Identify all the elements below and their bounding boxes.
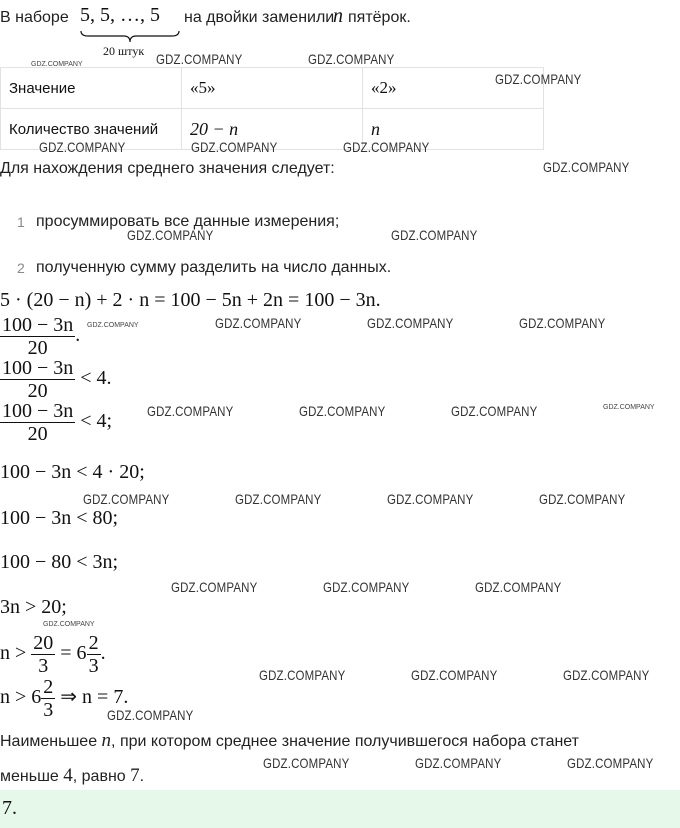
answer-value: 7. — [2, 797, 17, 819]
conclusion-text: . — [139, 768, 145, 785]
intro-before: В наборе — [0, 9, 69, 26]
step-text: полученную сумму разделить на число данных. — [36, 259, 392, 276]
watermark: GDZ.COMPANY — [519, 315, 606, 331]
watermark: GDZ.COMPANY — [451, 403, 538, 419]
intro-text — [0, 9, 69, 27]
fraction-denominator: 3 — [38, 655, 49, 677]
fraction-line — [0, 400, 112, 445]
math-tail: < 4; — [80, 410, 113, 433]
conclusion-text: меньше — [0, 768, 59, 785]
math-line — [0, 632, 106, 677]
conclusion-value: 7 — [130, 765, 140, 786]
conclusion-text: Наименьшее — [0, 733, 98, 750]
watermark: GDZ.COMPANY — [543, 159, 630, 175]
fraction-denominator: 20 — [27, 337, 48, 359]
math-line: 100 − 80 < 3n; — [0, 551, 119, 573]
watermark: GDZ.COMPANY — [87, 322, 139, 329]
watermark: GDZ.COMPANY — [156, 51, 243, 67]
intro-tail: пятёрок. — [348, 9, 411, 26]
fraction-denominator: 3 — [43, 699, 54, 721]
fraction-numerator: 100 − 3n — [2, 400, 74, 422]
table-cell: n — [363, 109, 544, 150]
answer-box — [0, 790, 680, 828]
math-text: = 6 — [60, 642, 87, 665]
watermark: GDZ.COMPANY — [495, 71, 582, 87]
watermark: GDZ.COMPANY — [387, 491, 474, 507]
watermark: GDZ.COMPANY — [263, 755, 350, 771]
watermark: GDZ.COMPANY — [299, 403, 386, 419]
table-cell: «5» — [182, 68, 363, 109]
fraction-line — [0, 314, 80, 359]
math-text: n > — [0, 642, 27, 665]
watermark: GDZ.COMPANY — [343, 139, 430, 155]
watermark: GDZ.COMPANY — [475, 579, 562, 595]
watermark: GDZ.COMPANY — [43, 621, 95, 628]
brace-label: 20 штук — [103, 44, 145, 58]
watermark: GDZ.COMPANY — [539, 491, 626, 507]
math-text: ⇒ n = 7. — [60, 686, 129, 709]
watermark: GDZ.COMPANY — [83, 491, 170, 507]
math-tail: < 4. — [80, 367, 112, 390]
watermark: GDZ.COMPANY — [147, 403, 234, 419]
intro-after: на двойки заменили — [184, 9, 335, 26]
watermark: GDZ.COMPANY — [391, 227, 478, 243]
fraction-numerator: 20 — [33, 632, 54, 654]
table-cell: Значение — [1, 68, 182, 109]
math-text: n > 6 — [0, 686, 42, 709]
watermark: GDZ.COMPANY — [191, 139, 278, 155]
fraction-denominator: 3 — [88, 655, 99, 677]
conclusion-text: , при котором среднее значение получившегося набора станет — [111, 733, 579, 750]
watermark: GDZ.COMPANY — [235, 491, 322, 507]
watermark: GDZ.COMPANY — [259, 667, 346, 683]
step-number: 2 — [17, 260, 25, 276]
watermark: GDZ.COMPANY — [563, 667, 650, 683]
watermark: GDZ.COMPANY — [127, 227, 214, 243]
watermark: GDZ.COMPANY — [603, 404, 655, 411]
values-table — [0, 67, 544, 150]
math-tail: . — [75, 324, 81, 347]
fraction-numerator: 2 — [43, 676, 54, 698]
intro-set: 5, 5, …, 5 — [80, 4, 160, 26]
watermark: GDZ.COMPANY — [171, 579, 258, 595]
watermark: GDZ.COMPANY — [567, 755, 654, 771]
watermark: GDZ.COMPANY — [411, 667, 498, 683]
underbrace-icon — [80, 30, 180, 44]
conclusion-line-2 — [0, 765, 144, 787]
table-cell: Количество значений — [1, 109, 182, 150]
intro-var: n — [333, 5, 343, 27]
step-number: 1 — [17, 214, 25, 230]
conclusion-var: n — [101, 730, 112, 751]
step-text: просуммировать все данные измерения; — [36, 213, 340, 230]
conclusion-value: 4 — [63, 765, 73, 786]
math-text: . — [100, 642, 106, 665]
math-line: 100 − 3n < 80; — [0, 507, 119, 529]
table-cell: 20 − n — [182, 109, 363, 150]
fraction-numerator: 2 — [88, 632, 99, 654]
watermark: GDZ.COMPANY — [323, 579, 410, 595]
fraction-numerator: 100 − 3n — [2, 314, 74, 336]
table-row — [1, 68, 544, 109]
conclusion-text: , равно — [72, 768, 126, 785]
math-line: 5 · (20 − n) + 2 · n = 100 − 5n + 2n = 100 − 3n. — [0, 289, 381, 311]
watermark: GDZ.COMPANY — [308, 51, 395, 67]
fraction-numerator: 100 − 3n — [2, 357, 74, 379]
fraction-line — [0, 357, 112, 402]
math-line: 100 − 3n < 4 · 20; — [0, 461, 145, 483]
watermark: GDZ.COMPANY — [215, 315, 302, 331]
watermark: GDZ.COMPANY — [39, 139, 126, 155]
watermark: GDZ.COMPANY — [107, 707, 194, 723]
text-1: Для нахождения среднего значения следует: — [0, 160, 335, 177]
math-line: 3n > 20; — [0, 596, 67, 618]
fraction-denominator: 20 — [27, 423, 48, 445]
conclusion-line-1 — [0, 730, 579, 752]
watermark: GDZ.COMPANY — [415, 755, 502, 771]
table-cell: «2» — [363, 68, 544, 109]
watermark: GDZ.COMPANY — [31, 61, 83, 68]
fraction-denominator: 20 — [27, 380, 48, 402]
watermark: GDZ.COMPANY — [367, 315, 454, 331]
